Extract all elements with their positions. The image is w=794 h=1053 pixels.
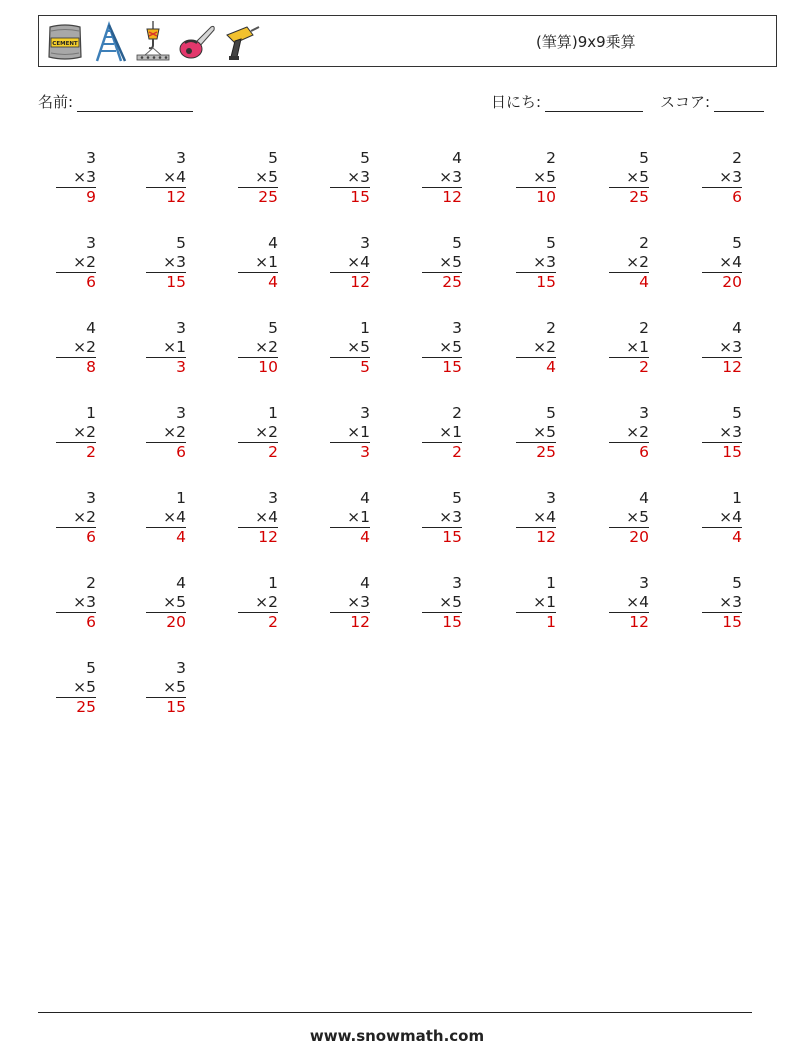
problem-multiplier: ×3 <box>719 338 742 356</box>
problem-answer: 15 <box>146 272 186 292</box>
problem-multiplier: ×2 <box>533 338 556 356</box>
problem-multiplicand: 3 <box>268 489 278 507</box>
problem-multiplicand: 3 <box>452 319 462 337</box>
problem-item <box>56 574 96 632</box>
problem-multiplier: ×5 <box>439 253 462 271</box>
problem-item <box>56 659 96 717</box>
problem-multiplicand: 4 <box>452 149 462 167</box>
problem-answer: 15 <box>146 697 186 717</box>
problem-multiplicand: 5 <box>360 149 370 167</box>
problem-multiplicand: 1 <box>86 404 96 422</box>
problem-multiplicand: 2 <box>546 149 556 167</box>
problem-item <box>702 574 742 632</box>
problem-multiplicand: 2 <box>639 234 649 252</box>
problem-item <box>238 404 278 462</box>
problem-item <box>609 149 649 207</box>
problem-answer: 15 <box>702 442 742 462</box>
problem-item <box>702 489 742 547</box>
problem-answer: 9 <box>56 187 96 207</box>
problem-multiplicand: 4 <box>732 319 742 337</box>
problem-item <box>330 489 370 547</box>
problem-multiplier: ×3 <box>439 168 462 186</box>
problem-multiplier: ×5 <box>347 338 370 356</box>
problem-answer: 4 <box>330 527 370 547</box>
problem-multiplier: ×3 <box>439 508 462 526</box>
problem-item <box>516 574 556 632</box>
problem-multiplier: ×3 <box>163 253 186 271</box>
problem-multiplicand: 3 <box>639 574 649 592</box>
problem-multiplier: ×5 <box>626 508 649 526</box>
problem-answer: 5 <box>330 357 370 377</box>
problem-item <box>422 319 462 377</box>
problem-multiplier: ×1 <box>347 423 370 441</box>
problem-multiplicand: 4 <box>268 234 278 252</box>
problem-multiplicand: 4 <box>639 489 649 507</box>
problem-multiplier: ×4 <box>347 253 370 271</box>
problem-item <box>330 319 370 377</box>
problem-multiplier: ×4 <box>719 508 742 526</box>
problem-item <box>422 574 462 632</box>
problem-answer: 4 <box>238 272 278 292</box>
problem-multiplier: ×3 <box>347 168 370 186</box>
problem-answer: 3 <box>146 357 186 377</box>
problem-item <box>146 489 186 547</box>
problem-answer: 8 <box>56 357 96 377</box>
problem-multiplier: ×5 <box>163 678 186 696</box>
problem-multiplier: ×2 <box>73 253 96 271</box>
problem-multiplicand: 5 <box>639 149 649 167</box>
problem-item <box>422 489 462 547</box>
problem-answer: 20 <box>146 612 186 632</box>
problem-multiplier: ×3 <box>719 593 742 611</box>
problem-multiplier: ×5 <box>533 168 556 186</box>
problem-answer: 15 <box>516 272 556 292</box>
problem-multiplicand: 1 <box>176 489 186 507</box>
problem-multiplier: ×5 <box>533 423 556 441</box>
problem-multiplicand: 5 <box>452 489 462 507</box>
problem-answer: 25 <box>609 187 649 207</box>
problem-multiplier: ×5 <box>255 168 278 186</box>
score-label: スコア: <box>660 93 711 111</box>
problem-multiplicand: 1 <box>732 489 742 507</box>
problem-multiplicand: 3 <box>86 234 96 252</box>
problem-multiplier: ×2 <box>73 338 96 356</box>
problem-multiplicand: 5 <box>732 404 742 422</box>
problem-answer: 12 <box>330 272 370 292</box>
problem-answer: 25 <box>56 697 96 717</box>
problem-answer: 12 <box>238 527 278 547</box>
problem-multiplicand: 3 <box>452 574 462 592</box>
problem-multiplier: ×4 <box>255 508 278 526</box>
problem-multiplicand: 5 <box>546 234 556 252</box>
problem-item <box>238 574 278 632</box>
problem-answer: 15 <box>422 612 462 632</box>
problem-multiplicand: 4 <box>86 319 96 337</box>
problem-multiplier: ×3 <box>719 168 742 186</box>
problem-item <box>238 319 278 377</box>
problem-answer: 2 <box>56 442 96 462</box>
problem-multiplier: ×1 <box>439 423 462 441</box>
problem-answer: 6 <box>146 442 186 462</box>
problem-item <box>56 404 96 462</box>
problem-item <box>609 404 649 462</box>
problem-multiplier: ×4 <box>626 593 649 611</box>
problem-answer: 6 <box>609 442 649 462</box>
problem-multiplicand: 4 <box>360 574 370 592</box>
problem-answer: 15 <box>702 612 742 632</box>
problem-item <box>422 234 462 292</box>
problem-multiplicand: 5 <box>452 234 462 252</box>
problem-item <box>146 404 186 462</box>
problem-answer: 6 <box>56 527 96 547</box>
problem-multiplier: ×5 <box>439 593 462 611</box>
cement-label: CEMENT <box>52 41 78 47</box>
problem-answer: 2 <box>422 442 462 462</box>
problem-answer: 2 <box>238 612 278 632</box>
problem-multiplicand: 5 <box>86 659 96 677</box>
problem-multiplicand: 1 <box>268 574 278 592</box>
problem-multiplicand: 2 <box>86 574 96 592</box>
problem-item <box>422 404 462 462</box>
problem-answer: 1 <box>516 612 556 632</box>
problem-answer: 15 <box>422 527 462 547</box>
problem-item <box>56 489 96 547</box>
problem-multiplicand: 5 <box>732 574 742 592</box>
problem-item <box>330 149 370 207</box>
problem-multiplicand: 5 <box>732 234 742 252</box>
problem-multiplicand: 2 <box>732 149 742 167</box>
problem-multiplier: ×2 <box>73 423 96 441</box>
problem-item <box>238 489 278 547</box>
problem-multiplicand: 3 <box>360 404 370 422</box>
problem-multiplier: ×2 <box>255 423 278 441</box>
problem-multiplicand: 3 <box>176 149 186 167</box>
problem-multiplier: ×2 <box>626 423 649 441</box>
problem-answer: 12 <box>516 527 556 547</box>
problem-item <box>146 319 186 377</box>
problem-item <box>56 149 96 207</box>
worksheet-title: (筆算)9x9乗算 <box>536 33 636 51</box>
problem-answer: 4 <box>516 357 556 377</box>
problem-multiplicand: 3 <box>360 234 370 252</box>
problem-item <box>56 319 96 377</box>
footer-site: www.snowmath.com <box>309 1027 485 1045</box>
problem-item <box>516 234 556 292</box>
problem-item <box>702 319 742 377</box>
problem-multiplicand: 1 <box>268 404 278 422</box>
problem-multiplier: ×1 <box>255 253 278 271</box>
footer-divider <box>38 1012 752 1013</box>
problem-multiplier: ×3 <box>719 423 742 441</box>
problem-multiplier: ×3 <box>533 253 556 271</box>
problem-multiplicand: 3 <box>176 319 186 337</box>
problem-multiplier: ×2 <box>255 338 278 356</box>
problem-item <box>330 574 370 632</box>
problem-multiplier: ×4 <box>533 508 556 526</box>
problem-multiplier: ×2 <box>73 508 96 526</box>
problem-item <box>702 234 742 292</box>
problem-item <box>609 489 649 547</box>
problem-item <box>516 404 556 462</box>
problem-multiplicand: 1 <box>546 574 556 592</box>
problem-answer: 25 <box>238 187 278 207</box>
problem-item <box>609 574 649 632</box>
problem-item <box>516 489 556 547</box>
problem-item <box>238 149 278 207</box>
problem-multiplier: ×4 <box>163 508 186 526</box>
problem-multiplier: ×5 <box>163 593 186 611</box>
problem-answer: 2 <box>609 357 649 377</box>
problem-item <box>330 234 370 292</box>
problem-multiplier: ×1 <box>626 338 649 356</box>
problem-multiplier: ×1 <box>163 338 186 356</box>
problem-answer: 20 <box>609 527 649 547</box>
problem-item <box>238 234 278 292</box>
problem-multiplicand: 5 <box>176 234 186 252</box>
problem-multiplicand: 2 <box>546 319 556 337</box>
problem-answer: 12 <box>422 187 462 207</box>
problem-multiplier: ×3 <box>73 593 96 611</box>
problem-answer: 12 <box>609 612 649 632</box>
problem-multiplicand: 3 <box>639 404 649 422</box>
problem-answer: 6 <box>56 612 96 632</box>
problem-multiplier: ×4 <box>719 253 742 271</box>
problem-answer: 15 <box>422 357 462 377</box>
problem-answer: 25 <box>516 442 556 462</box>
problem-item <box>609 234 649 292</box>
problem-item <box>146 659 186 717</box>
problem-multiplier: ×2 <box>626 253 649 271</box>
problem-answer: 12 <box>146 187 186 207</box>
problem-multiplicand: 3 <box>86 489 96 507</box>
problem-multiplicand: 3 <box>86 149 96 167</box>
problem-multiplicand: 2 <box>452 404 462 422</box>
problem-multiplicand: 1 <box>360 319 370 337</box>
problem-item <box>702 149 742 207</box>
problem-answer: 10 <box>516 187 556 207</box>
problem-answer: 12 <box>330 612 370 632</box>
problem-answer: 6 <box>702 187 742 207</box>
problem-answer: 4 <box>146 527 186 547</box>
problem-multiplier: ×1 <box>347 508 370 526</box>
problem-item <box>702 404 742 462</box>
problem-multiplier: ×5 <box>439 338 462 356</box>
problem-multiplier: ×5 <box>626 168 649 186</box>
problem-item <box>422 149 462 207</box>
problem-multiplier: ×5 <box>73 678 96 696</box>
problem-answer: 20 <box>702 272 742 292</box>
problem-item <box>330 404 370 462</box>
problem-multiplicand: 5 <box>546 404 556 422</box>
problem-item <box>146 574 186 632</box>
problem-item <box>146 149 186 207</box>
problem-answer: 12 <box>702 357 742 377</box>
name-label: 名前: <box>38 93 74 111</box>
problem-multiplier: ×1 <box>533 593 556 611</box>
date-label: 日にち: <box>491 93 542 111</box>
problem-multiplier: ×2 <box>255 593 278 611</box>
problem-multiplier: ×2 <box>163 423 186 441</box>
problem-multiplicand: 3 <box>176 404 186 422</box>
problem-answer: 15 <box>330 187 370 207</box>
problem-answer: 4 <box>609 272 649 292</box>
problem-answer: 2 <box>238 442 278 462</box>
problem-answer: 4 <box>702 527 742 547</box>
problem-item <box>146 234 186 292</box>
problem-multiplicand: 5 <box>268 319 278 337</box>
problem-answer: 10 <box>238 357 278 377</box>
problem-answer: 3 <box>330 442 370 462</box>
problem-item <box>56 234 96 292</box>
problem-multiplicand: 5 <box>268 149 278 167</box>
problem-multiplicand: 3 <box>546 489 556 507</box>
problem-item <box>516 319 556 377</box>
problem-multiplicand: 4 <box>360 489 370 507</box>
problem-multiplier: ×4 <box>163 168 186 186</box>
problem-answer: 25 <box>422 272 462 292</box>
problem-multiplier: ×3 <box>347 593 370 611</box>
problem-answer: 6 <box>56 272 96 292</box>
problem-item <box>609 319 649 377</box>
problem-multiplicand: 2 <box>639 319 649 337</box>
problem-multiplicand: 3 <box>176 659 186 677</box>
problem-multiplicand: 4 <box>176 574 186 592</box>
problem-multiplier: ×3 <box>73 168 96 186</box>
problem-item <box>516 149 556 207</box>
